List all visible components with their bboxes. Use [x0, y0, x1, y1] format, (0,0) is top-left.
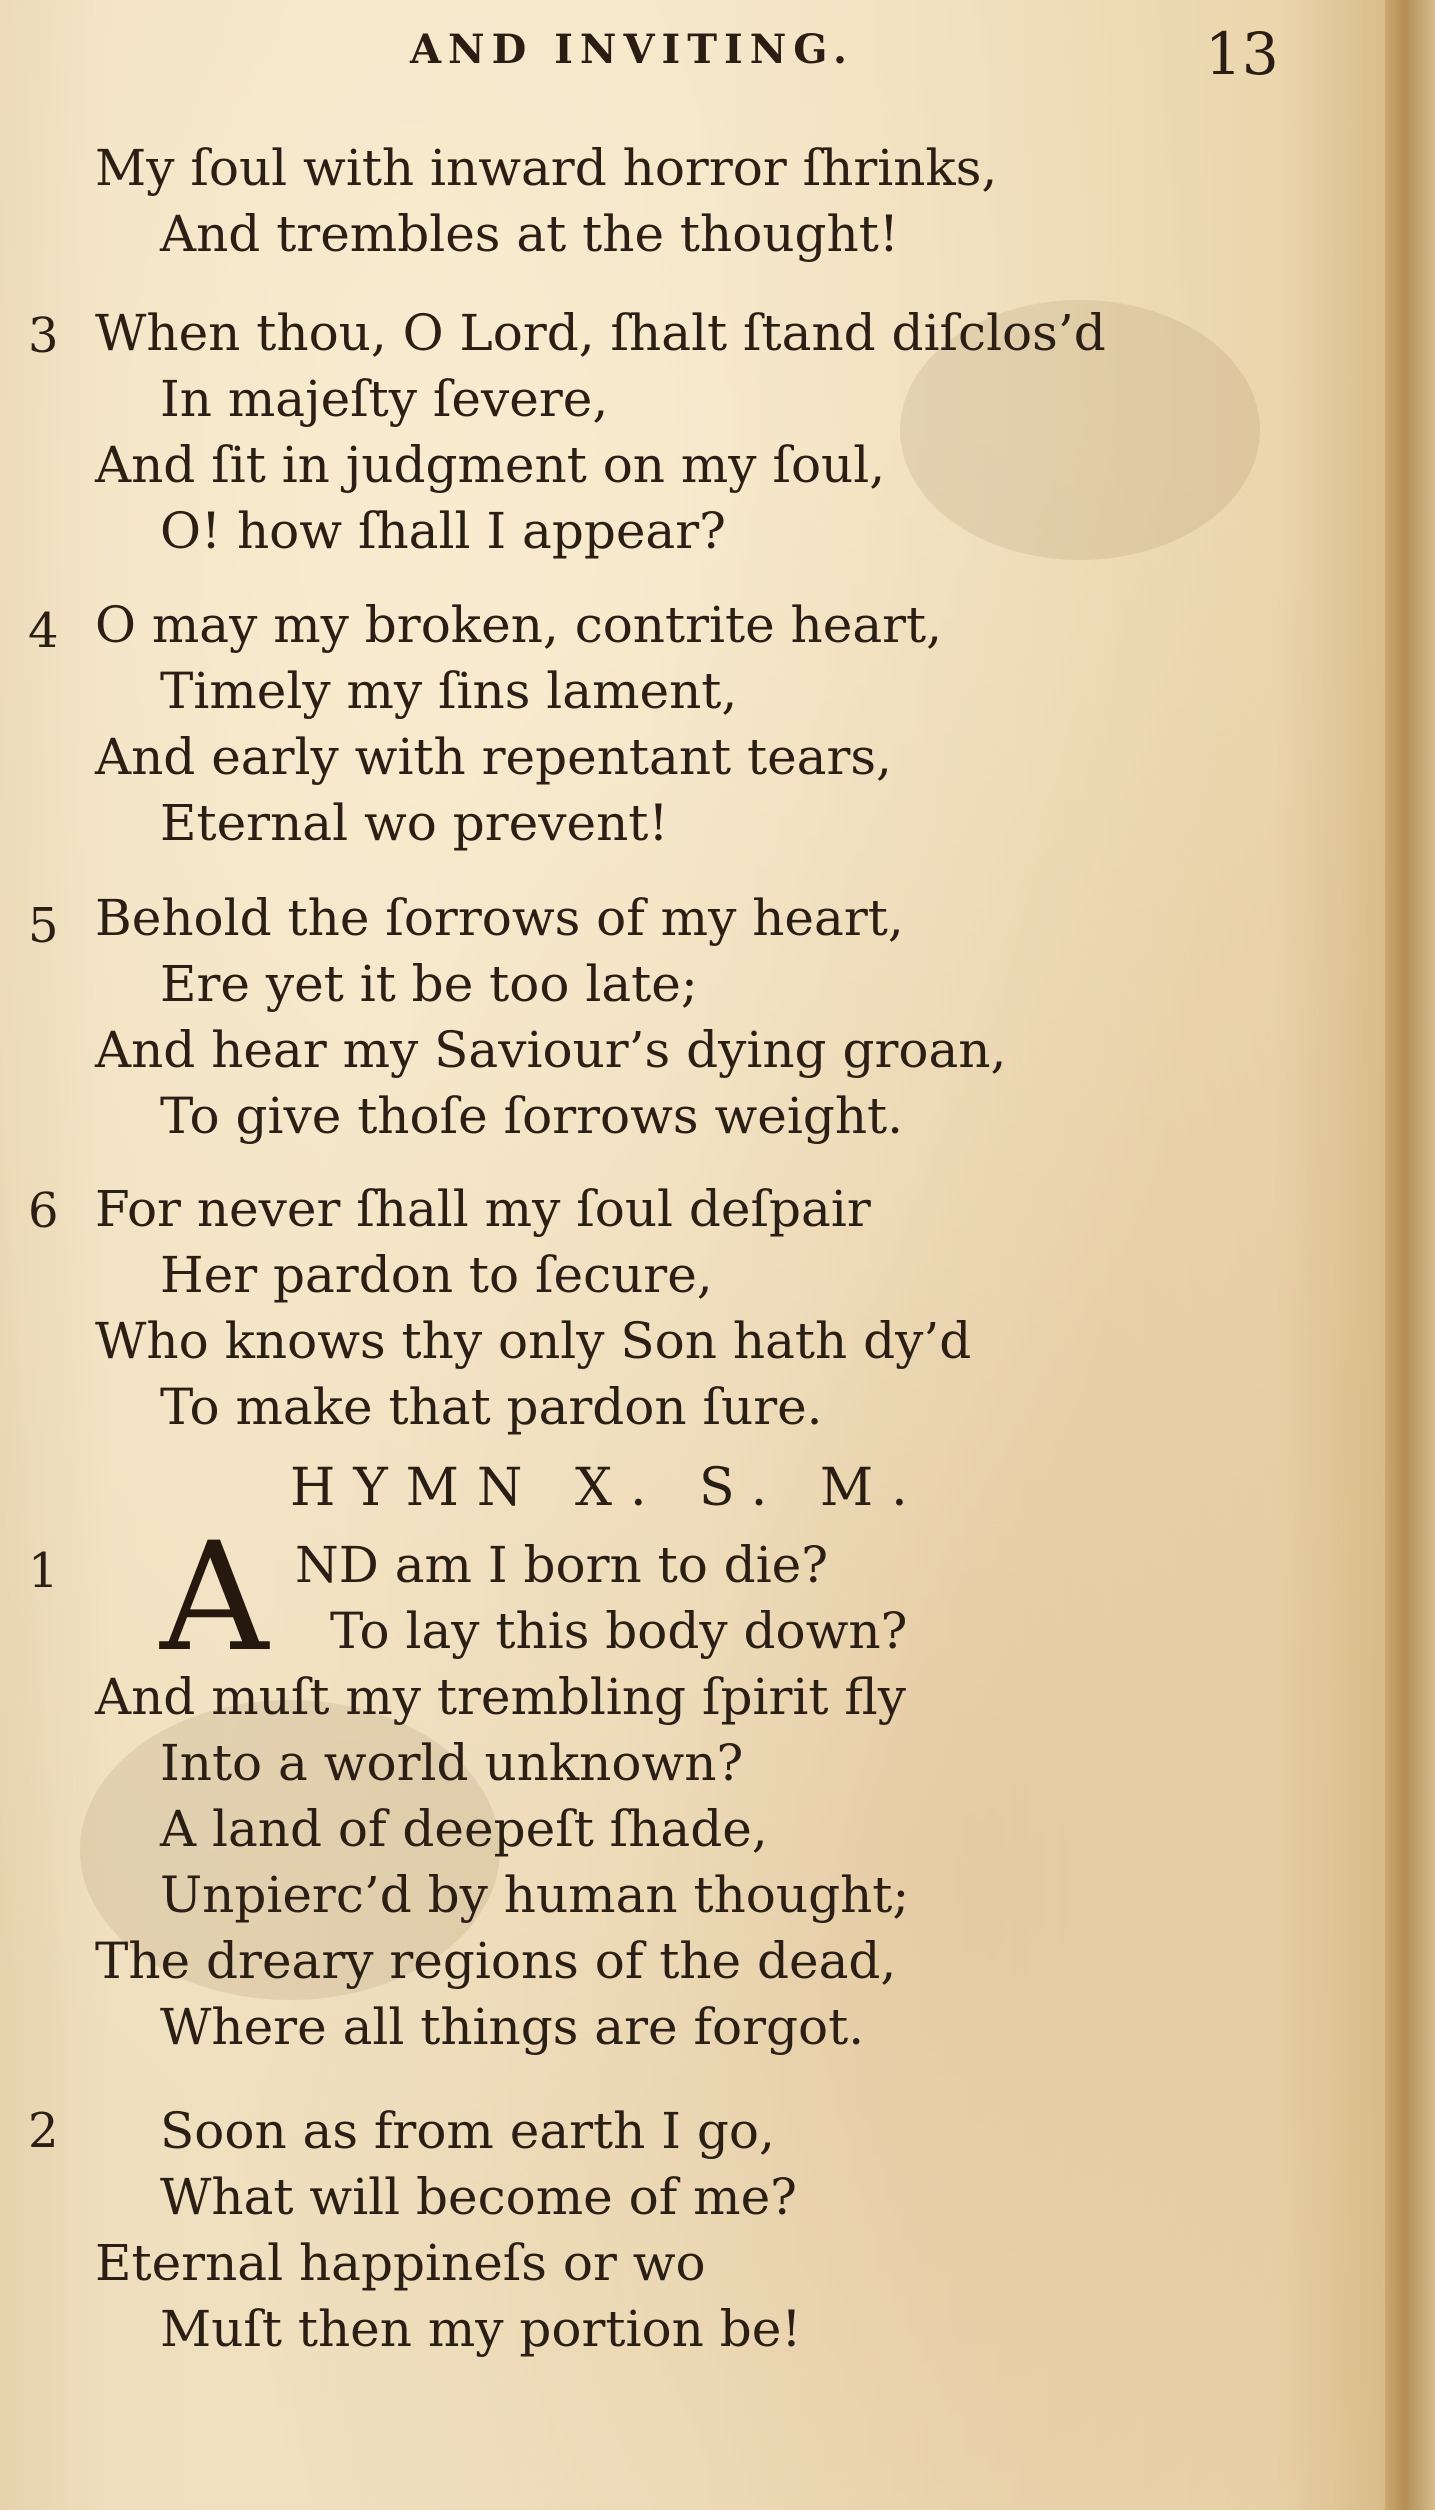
verse-line: Ere yet it be too late; — [160, 955, 698, 1013]
verse-line: What will become of me? — [160, 2168, 797, 2226]
verse-line: Her pardon to ſecure, — [160, 1246, 713, 1304]
verse-line: Who knows thy only Son hath dy’d — [95, 1312, 972, 1370]
verse-line: A land of deepeſt ſhade, — [160, 1800, 768, 1858]
verse-line: Unpierc’d by human thought; — [160, 1866, 910, 1924]
running-head: AND INVITING. — [410, 26, 854, 73]
verse-line: Soon as from earth I go, — [160, 2102, 775, 2160]
verse-number: 1 — [28, 1543, 59, 1599]
verse-line: And muſt my trembling ſpirit fly — [95, 1668, 906, 1726]
verse-line: And early with repentant tears, — [95, 728, 892, 786]
verse-line: Eternal happineſs or wo — [95, 2234, 706, 2292]
verse-line: And ſit in judgment on my ſoul, — [95, 436, 886, 494]
verse-line: ND am I born to die? — [295, 1536, 829, 1594]
verse-line: To make that pardon ſure. — [160, 1378, 823, 1436]
verse-number: 2 — [28, 2103, 59, 2159]
page-number: 13 — [1205, 20, 1279, 88]
verse-line: My ſoul with inward horror ſhrinks, — [95, 139, 998, 197]
verse-line: Eternal wo prevent! — [160, 794, 669, 852]
verse-line: To lay this body down? — [330, 1602, 908, 1660]
verse-line: And trembles at the thought! — [160, 205, 899, 263]
verse-number: 4 — [28, 603, 59, 659]
drop-cap: A — [160, 1511, 269, 1685]
verse-line: Muſt then my portion be! — [160, 2300, 802, 2358]
verse-line: When thou, O Lord, ſhalt ſtand diſclos’d — [95, 304, 1106, 362]
verse-line: Behold the ſorrows of my heart, — [95, 889, 904, 947]
verse-line: In majeſty ſevere, — [160, 370, 609, 428]
verse-line: O may my broken, contrite heart, — [95, 596, 943, 654]
verse-line: Into a world unknown? — [160, 1734, 744, 1792]
verse-number: 5 — [28, 898, 59, 954]
hymn-title: HYMN X. S. M. — [290, 1458, 926, 1518]
verse-line: O! how ſhall I appear? — [160, 502, 726, 560]
verse-line: And hear my Saviour’s dying groan, — [95, 1021, 1007, 1079]
verse-line: Timely my ſins lament, — [160, 662, 738, 720]
verse-number: 6 — [28, 1183, 59, 1239]
page-edge — [1385, 0, 1435, 2510]
page-header — [0, 20, 1385, 88]
verse-line: The dreary regions of the dead, — [95, 1932, 897, 1990]
verse-number: 3 — [28, 308, 59, 364]
verse-line: To give thoſe ſorrows weight. — [160, 1087, 904, 1145]
verse-line: For never ſhall my ſoul deſpair — [95, 1180, 871, 1238]
verse-line: Where all things are forgot. — [160, 1998, 865, 2056]
